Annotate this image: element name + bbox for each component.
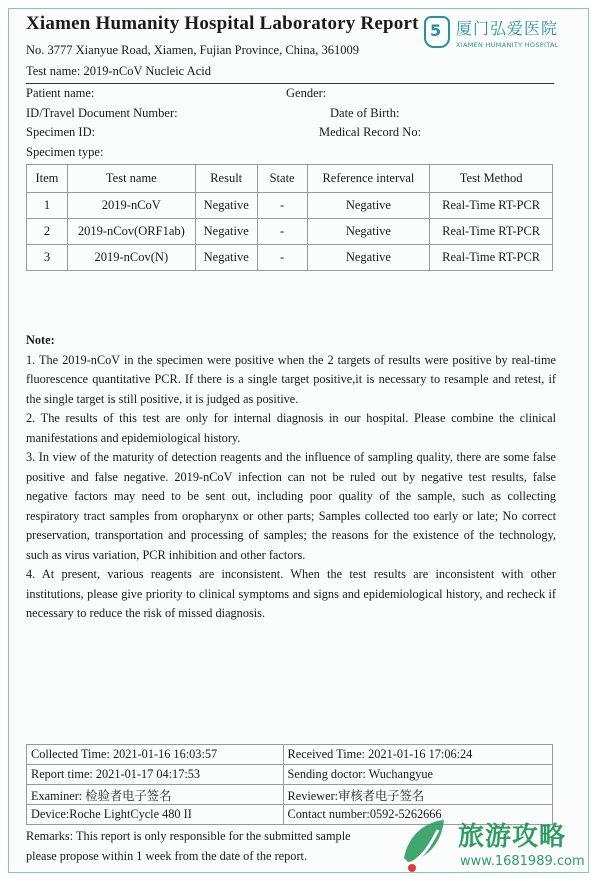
table-row: [27, 219, 553, 245]
medical-record-label: Medical Record No:: [319, 125, 422, 139]
watermark-chinese-text: 旅游攻略: [458, 822, 567, 852]
travel-site-watermark: [398, 812, 588, 876]
state-cell: -: [257, 245, 307, 271]
method-cell: Real-Time RT-PCR: [430, 193, 553, 219]
column-header: State: [257, 165, 307, 193]
report-time: Report time: 2021-01-17 04:17:53: [27, 765, 284, 785]
reviewer: Reviewer:审核者电子签名: [283, 785, 552, 805]
column-header: Reference interval: [307, 165, 430, 193]
remarks-line: Remarks: This report is only responsible for the submitted sample: [26, 829, 351, 843]
sending-doctor: Sending doctor: Wuchangyue: [283, 765, 552, 785]
patient-name-label: Patient name:: [26, 86, 95, 100]
item-cell: 2: [27, 219, 68, 245]
received-time: Received Time: 2021-01-16 17:06:24: [283, 745, 552, 765]
column-header: Result: [195, 165, 257, 193]
report-title: Xiamen Humanity Hospital Laboratory Report: [26, 13, 419, 34]
method-cell: Real-Time RT-PCR: [430, 245, 553, 271]
note-item: 2. The results of this test are only for internal diagnosis in our hospital. Please combine the clinical manifestations and epidemiological history.: [26, 411, 556, 445]
logo-english-name: XIAMEN HUMANITY HOSPITAL: [456, 41, 559, 49]
reference-cell: Negative: [307, 245, 430, 271]
date-of-birth-label: Date of Birth:: [330, 106, 400, 120]
table-row: [27, 245, 553, 271]
results-table: [26, 164, 553, 271]
footer-row: [27, 745, 553, 765]
item-cell: 3: [27, 245, 68, 271]
logo-chinese-name: 厦门弘爱医院: [456, 19, 559, 38]
collected-time: Collected Time: 2021-01-16 16:03:57: [27, 745, 284, 765]
test-name-cell: 2019-nCov(N): [67, 245, 195, 271]
column-header: Test Method: [430, 165, 553, 193]
examiner: Examiner: 检验者电子签名: [27, 785, 284, 805]
footer-row: [27, 785, 553, 805]
result-cell: Negative: [195, 219, 257, 245]
device: Device:Roche LightCycle 480 II: [27, 805, 284, 825]
watermark-url: www.1681989.com: [460, 854, 585, 869]
item-cell: 1: [27, 193, 68, 219]
hospital-logo: [424, 16, 572, 52]
note-item: 1. The 2019-nCoV in the specimen were positive when the 2 targets of results were positive by real-time fluorescence quantitative PCR. If there is a single target positive,it is necessary to resample and retest, if the single target is still positive, it is judged as positive.: [26, 352, 556, 406]
specimen-id-label: Specimen ID:: [26, 125, 96, 139]
header-divider: [26, 83, 554, 84]
notes-heading: Note:: [26, 333, 55, 347]
state-cell: -: [257, 193, 307, 219]
watermark-leaf-icon: [398, 814, 458, 874]
method-cell: Real-Time RT-PCR: [430, 219, 553, 245]
notes-section: [26, 331, 556, 624]
remarks-line: please propose within 1 week from the date of the report.: [26, 849, 308, 863]
state-cell: -: [257, 219, 307, 245]
hospital-address: No. 3777 Xianyue Road, Xiamen, Fujian Province, China, 361009: [26, 43, 359, 57]
reference-cell: Negative: [307, 219, 430, 245]
test-name-cell: 2019-nCoV: [67, 193, 195, 219]
contact-number: Contact number:0592-5262666: [283, 805, 552, 825]
test-name-cell: 2019-nCov(ORF1ab): [67, 219, 195, 245]
result-cell: Negative: [195, 193, 257, 219]
hospital-emblem-icon: 5: [424, 16, 450, 48]
reference-cell: Negative: [307, 193, 430, 219]
result-cell: Negative: [195, 245, 257, 271]
note-item: 3. In view of the maturity of detection reagents and the influence of sampling quality, there are some false positive and false negative. 2019-nCoV infection can not be ruled out by negative test results, false negative factors may need to be sent out, including poor quality of the sample, such as collecting respiratory tract samples from oropharynx or other parts; Samples collected too early or late; No correct preservation, transportation and processing of samples; the reasons for the existence of the technology, such as virus variation, PCR inhibition and other factors.: [26, 450, 556, 562]
note-item: 4. At present, various reagents are inconsistent. When the test results are inconsistent with other institutions, please give priority to clinical symptoms and signs and epidemiological history, and recheck if necessary to reduce the risk of missed diagnosis.: [26, 567, 556, 620]
footer-row: [27, 765, 553, 785]
test-name: Test name: 2019-nCoV Nucleic Acid: [26, 64, 211, 78]
table-row: [27, 193, 553, 219]
column-header: Test name: [67, 165, 195, 193]
results-header-row: [27, 165, 553, 193]
specimen-type-label: Specimen type:: [26, 145, 104, 159]
column-header: Item: [27, 165, 68, 193]
id-document-label: ID/Travel Document Number:: [26, 106, 178, 120]
gender-label: Gender:: [286, 86, 327, 100]
